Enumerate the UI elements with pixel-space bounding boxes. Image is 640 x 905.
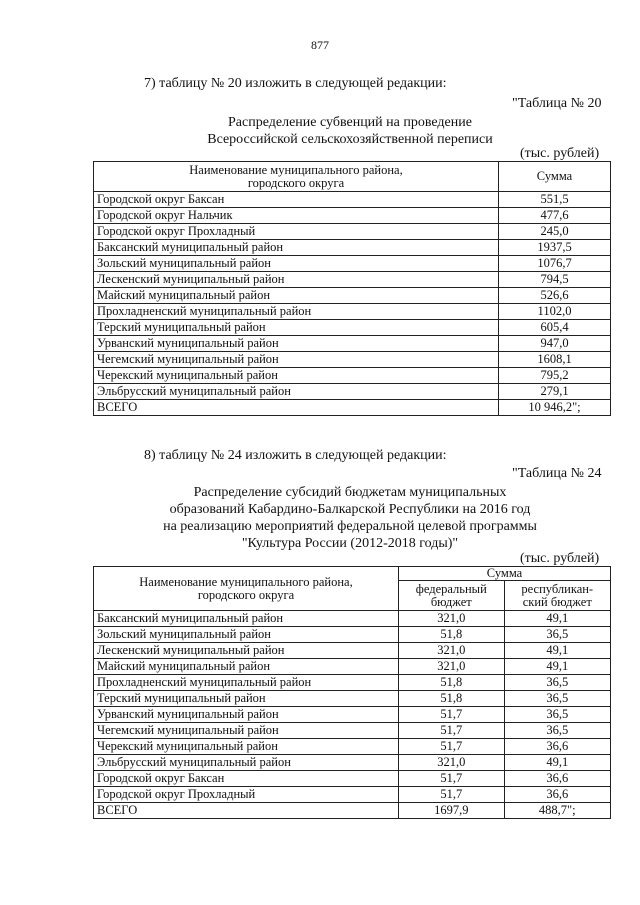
page-number: 877 bbox=[311, 38, 329, 52]
header-republic-line1: республикан- bbox=[521, 581, 594, 596]
row-federal: 51,7 bbox=[399, 787, 505, 803]
row-republic: 49,1 bbox=[504, 755, 610, 771]
table-row bbox=[94, 611, 611, 627]
row-name: Лескенский муниципальный район bbox=[94, 643, 399, 659]
row-value: 795,2 bbox=[499, 368, 611, 384]
row-name: Городской округ Прохладный bbox=[94, 224, 499, 240]
row-value: 794,5 bbox=[499, 272, 611, 288]
row-republic: 36,5 bbox=[504, 627, 610, 643]
table-row bbox=[94, 787, 611, 803]
header-name-line2: городского округа bbox=[197, 587, 295, 602]
section7-title-line2: Всероссийской сельскохозяйственной переписи bbox=[207, 132, 493, 147]
section7-table-ref: "Таблица № 20 bbox=[512, 96, 602, 111]
table-row bbox=[94, 224, 611, 240]
total-row bbox=[94, 803, 611, 819]
row-federal: 51,8 bbox=[399, 627, 505, 643]
row-name: Баксанский муниципальный район bbox=[94, 611, 399, 627]
row-value: 526,6 bbox=[499, 288, 611, 304]
row-federal: 321,0 bbox=[399, 755, 505, 771]
row-name: Зольский муниципальный район bbox=[94, 627, 399, 643]
table-row bbox=[94, 675, 611, 691]
row-republic: 36,5 bbox=[504, 707, 610, 723]
table-row bbox=[94, 707, 611, 723]
table-row bbox=[94, 643, 611, 659]
row-name: Городской округ Нальчик bbox=[94, 208, 499, 224]
row-name: Прохладненский муниципальный район bbox=[94, 675, 399, 691]
row-republic: 36,6 bbox=[504, 787, 610, 803]
table-row bbox=[94, 691, 611, 707]
section8-title-line4: "Культура России (2012-2018 годы)" bbox=[241, 536, 459, 551]
row-name: Чегемский муниципальный район bbox=[94, 352, 499, 368]
row-federal: 51,8 bbox=[399, 675, 505, 691]
row-value: 551,5 bbox=[499, 192, 611, 208]
row-value: 1102,0 bbox=[499, 304, 611, 320]
section8-title bbox=[90, 484, 610, 552]
row-value: 245,0 bbox=[499, 224, 611, 240]
table-row bbox=[94, 368, 611, 384]
table-row bbox=[94, 320, 611, 336]
total-label: ВСЕГО bbox=[94, 400, 499, 416]
table-row bbox=[94, 659, 611, 675]
row-value: 279,1 bbox=[499, 384, 611, 400]
total-federal: 1697,9 bbox=[399, 803, 505, 819]
total-republic: 488,7"; bbox=[504, 803, 610, 819]
row-name: Урванский муниципальный район bbox=[94, 707, 399, 723]
row-federal: 51,7 bbox=[399, 739, 505, 755]
row-republic: 49,1 bbox=[504, 659, 610, 675]
header-sum: Сумма bbox=[499, 162, 611, 192]
row-name: Эльбрусский муниципальный район bbox=[94, 755, 399, 771]
row-federal: 51,7 bbox=[399, 707, 505, 723]
row-republic: 36,6 bbox=[504, 739, 610, 755]
row-name: Черекский муниципальный район bbox=[94, 739, 399, 755]
table-row bbox=[94, 192, 611, 208]
row-value: 1608,1 bbox=[499, 352, 611, 368]
row-federal: 321,0 bbox=[399, 659, 505, 675]
row-name: Урванский муниципальный район bbox=[94, 336, 499, 352]
table-row bbox=[94, 627, 611, 643]
header-name-line1: Наименование муниципального района, bbox=[189, 162, 403, 177]
row-name: Майский муниципальный район bbox=[94, 288, 499, 304]
row-federal: 51,8 bbox=[399, 691, 505, 707]
section7-title-line1: Распределение субвенций на проведение bbox=[228, 115, 472, 130]
section7-intro: 7) таблицу № 20 изложить в следующей редакции: bbox=[144, 76, 447, 91]
table-row bbox=[94, 384, 611, 400]
section8-title-line1: Распределение субсидий бюджетам муниципальных bbox=[193, 485, 507, 500]
row-name: Черекский муниципальный район bbox=[94, 368, 499, 384]
table-row bbox=[94, 272, 611, 288]
row-name: Городской округ Прохладный bbox=[94, 787, 399, 803]
subsidy-table bbox=[93, 566, 611, 819]
table-row bbox=[94, 240, 611, 256]
total-row bbox=[94, 400, 611, 416]
table-row bbox=[94, 288, 611, 304]
row-name: Городской округ Баксан bbox=[94, 771, 399, 787]
total-value: 10 946,2"; bbox=[499, 400, 611, 416]
section8-intro: 8) таблицу № 24 изложить в следующей редакции: bbox=[144, 448, 447, 463]
subvention-table bbox=[93, 161, 611, 416]
section8-unit: (тыс. рублей) bbox=[520, 551, 600, 566]
header-name bbox=[94, 567, 399, 611]
row-name: Баксанский муниципальный район bbox=[94, 240, 499, 256]
header-republic-line2: ский бюджет bbox=[522, 594, 592, 609]
header-name bbox=[94, 162, 499, 192]
row-federal: 321,0 bbox=[399, 643, 505, 659]
row-name: Терский муниципальный район bbox=[94, 691, 399, 707]
row-republic: 36,5 bbox=[504, 675, 610, 691]
header-federal-line1: федеральный bbox=[415, 581, 487, 596]
header-republic bbox=[504, 581, 610, 611]
row-value: 477,6 bbox=[499, 208, 611, 224]
row-name: Зольский муниципальный район bbox=[94, 256, 499, 272]
row-name: Терский муниципальный район bbox=[94, 320, 499, 336]
section8-title-line3: на реализацию мероприятий федеральной целевой программы bbox=[163, 519, 537, 534]
table-row bbox=[94, 304, 611, 320]
row-federal: 51,7 bbox=[399, 771, 505, 787]
section8-table-ref: "Таблица № 24 bbox=[512, 466, 602, 481]
row-value: 605,4 bbox=[499, 320, 611, 336]
table-row bbox=[94, 352, 611, 368]
row-value: 1076,7 bbox=[499, 256, 611, 272]
row-republic: 49,1 bbox=[504, 611, 610, 627]
table-row bbox=[94, 771, 611, 787]
row-name: Городской округ Баксан bbox=[94, 192, 499, 208]
row-republic: 49,1 bbox=[504, 643, 610, 659]
header-sum: Сумма bbox=[399, 567, 611, 581]
row-republic: 36,5 bbox=[504, 691, 610, 707]
header-federal-line2: бюджет bbox=[430, 594, 472, 609]
section8-title-line2: образований Кабардино-Балкарской Республики на 2016 год bbox=[169, 502, 531, 517]
row-name: Лескенский муниципальный район bbox=[94, 272, 499, 288]
row-name: Эльбрусский муниципальный район bbox=[94, 384, 499, 400]
row-name: Майский муниципальный район bbox=[94, 659, 399, 675]
row-federal: 51,7 bbox=[399, 723, 505, 739]
table-row bbox=[94, 256, 611, 272]
table-row bbox=[94, 739, 611, 755]
table-row bbox=[94, 336, 611, 352]
section7-title bbox=[90, 114, 610, 148]
row-value: 947,0 bbox=[499, 336, 611, 352]
row-republic: 36,5 bbox=[504, 723, 610, 739]
table-row bbox=[94, 755, 611, 771]
header-federal bbox=[399, 581, 505, 611]
header-name-line2: городского округа bbox=[247, 175, 345, 190]
total-label: ВСЕГО bbox=[94, 803, 399, 819]
row-value: 1937,5 bbox=[499, 240, 611, 256]
header-name-line1: Наименование муниципального района, bbox=[139, 574, 353, 589]
row-name: Чегемский муниципальный район bbox=[94, 723, 399, 739]
row-federal: 321,0 bbox=[399, 611, 505, 627]
row-republic: 36,6 bbox=[504, 771, 610, 787]
table-row bbox=[94, 208, 611, 224]
row-name: Прохладненский муниципальный район bbox=[94, 304, 499, 320]
table-row bbox=[94, 723, 611, 739]
section7-unit: (тыс. рублей) bbox=[520, 146, 600, 161]
